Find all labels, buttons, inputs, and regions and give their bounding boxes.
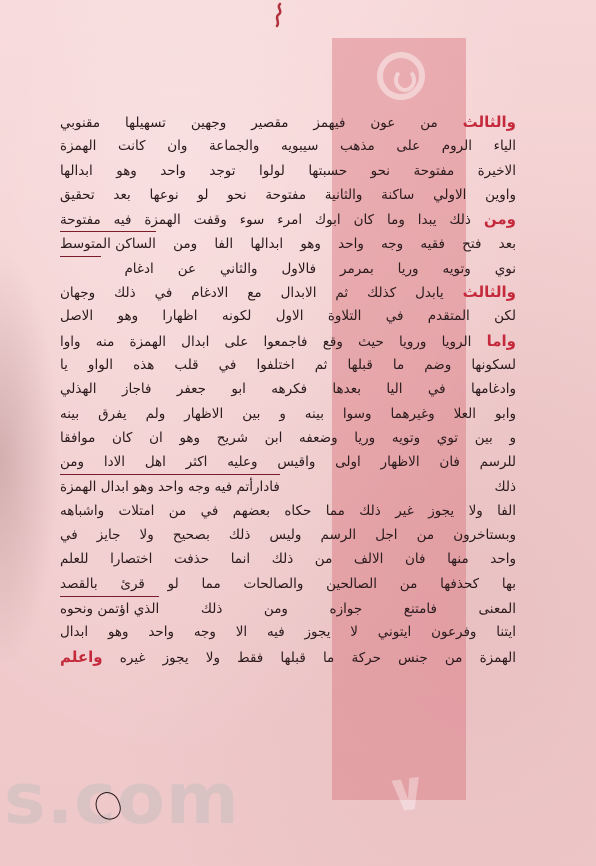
line-text: من عون فيهمز مقصير وجهين	[190, 115, 438, 131]
ink-mark-top	[268, 2, 290, 28]
text-line	[60, 256, 516, 280]
overlined-text: الذي اؤتمن ونحوه	[60, 596, 159, 620]
line-text: المعنى فامتنع جوازه ومن ذلك	[200, 600, 516, 617]
overlined-text: الساكن المتوسط	[60, 231, 156, 255]
text-line	[60, 402, 516, 426]
text-line	[60, 426, 516, 450]
paper-stain	[0, 250, 60, 670]
line-text: الفا ولا يجوز غير ذلك مما حكاه بعضهم في من امتلات واشباهه	[60, 502, 516, 519]
text-line	[60, 523, 516, 547]
text-line	[60, 645, 516, 669]
line-text: بها كحذفها من الصالحين والصالحات مما لو قرئ بالقصد	[60, 575, 516, 592]
line-text: واحد منها فان الالف من ذلك انما حذفت اختصارا للعلم	[60, 551, 516, 568]
line-text: الاخيرة مفتوحة نحو حسبتها لولوا توجد واحد وهو ابدالها	[60, 162, 516, 179]
overlined-text: فادارأتم فيه وجه واحد وهو ابدال الهمزة	[60, 474, 280, 498]
watermark-logo-icon	[377, 52, 425, 100]
line-text-after: يابدل كذلك ثم الابدال مع الادغام في ذلك وجهان	[60, 285, 444, 302]
line-text: لكن المتقدم في التلاوة الاول لكونه اظهارا وهو الاصل	[60, 308, 516, 325]
rubric-word: والثالث	[462, 283, 516, 302]
line-text: للرسم فان الاظهار اولى واقيس وعليه اكثر اهل الادا ومن	[60, 454, 516, 471]
line-text: نوي وتويه وريا بمرمر فالاول والثاني عن ادغام	[124, 260, 516, 277]
text-line	[60, 474, 516, 498]
rubric-word: واعلم	[60, 647, 103, 666]
text-line	[60, 620, 516, 644]
text-line	[60, 499, 516, 523]
line-text: الياء الروم على مذهب سيبويه والجماعة وان كانت الهمزة	[60, 138, 516, 155]
watermark-text: s.com	[4, 758, 240, 840]
rubric-word: واما	[486, 331, 516, 350]
text-line	[60, 231, 516, 255]
rubric-word: والثالث	[462, 113, 516, 131]
overline-rule	[60, 256, 101, 280]
line-text: ذلك	[494, 479, 516, 496]
text-line	[60, 450, 516, 474]
text-line	[60, 159, 516, 183]
line-text-after: الرويا ورويا حيث وقع فاجمعوا على ابدال الهمزة منه واوا	[60, 333, 472, 350]
line-text: وابو العلا وغيرهما وسوا بينه و بين الاظهار ولم يفرق بينه	[60, 405, 516, 422]
text-line	[60, 329, 516, 353]
text-line	[60, 134, 516, 158]
text-line	[60, 304, 516, 328]
text-line	[60, 377, 516, 401]
rubric-word: ومن	[483, 210, 516, 229]
line-text-after: تسهيلها مقنوبي	[60, 115, 166, 131]
manuscript-text	[60, 110, 516, 669]
text-line	[60, 596, 516, 620]
line-text: واوين الاولي ساكنة والثانية مفتوحة نحو لو نوعها بعد تحقيق	[60, 186, 516, 203]
line-text: و بين توي وتويه وريا وضعفه ابن شريح وهو ان كان موافقا	[60, 429, 516, 446]
watermark-check-icon: ∨	[380, 757, 434, 826]
text-line	[60, 572, 516, 596]
line-text: الهمزة من جنس حركة ما قبلها فقط ولا يجوز غيره	[119, 649, 516, 666]
text-line	[60, 280, 516, 304]
line-text: بعد فتح فقيه وجه واحد وهو ابدالها الفا ومن	[173, 236, 516, 253]
text-line	[60, 353, 516, 377]
text-line	[60, 547, 516, 571]
text-line	[60, 183, 516, 207]
line-text: ايتنا وفرعون ايتوني لا يجوز فيه الا وجه واحد وهو ابدال	[60, 624, 516, 641]
line-text: وبستاخرون من اجل الرسم وليس ذلك بصحيح ولا جايز في	[60, 527, 516, 544]
text-line	[60, 207, 516, 231]
line-text-after: ذلك يبدا وما كان ابوك امرء سوء وقفت الهمزة فيه مفتوحة	[60, 212, 471, 229]
text-line	[60, 110, 516, 134]
line-text: وادغامها في اليا بعدها فكرهه ابو جعفر فاجاز الهذلي	[60, 381, 516, 398]
line-text: لسكونها وضم ما قبلها ثم اختلفوا في قلب هذه الواو يا	[60, 356, 516, 373]
